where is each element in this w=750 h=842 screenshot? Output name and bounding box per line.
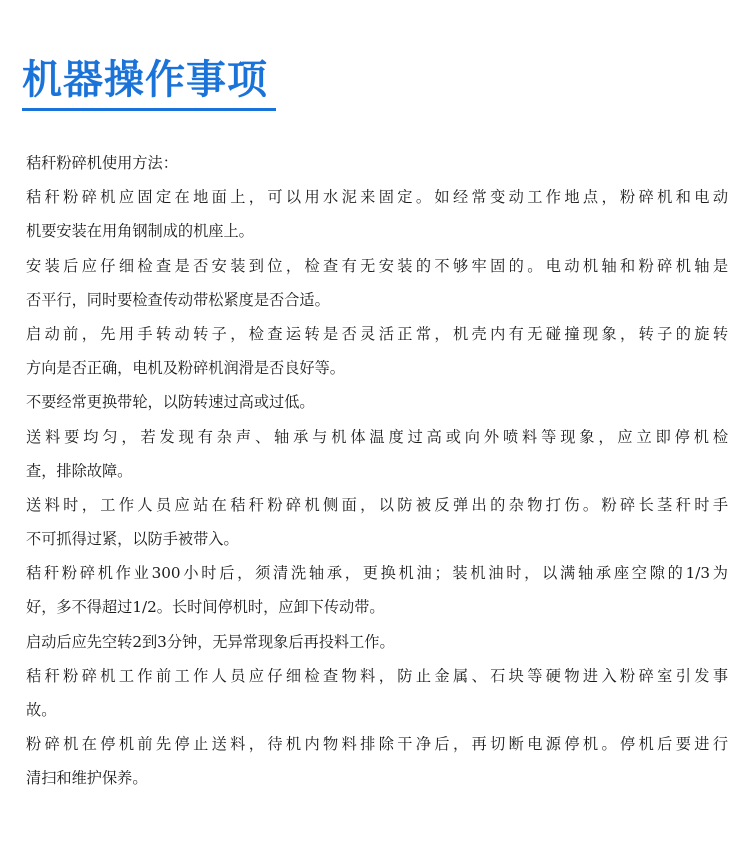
text-line: 秸秆粉碎机使用方法：: [26, 154, 178, 172]
text-line: 启动后应先空转2到3分钟，无异常现象后再投料工作。: [26, 632, 395, 651]
text-line: 粉碎机在停机前先停止送料，待机内物料排除干净后，再切断电源停机。停机后要进行: [26, 735, 728, 754]
text-line: 送料时，工作人员应站在秸秆粉碎机侧面，以防被反弹出的杂物打伤。粉碎长茎秆时手: [26, 495, 728, 514]
title-block: [22, 54, 276, 111]
text-line: 方向是否正确，电机及粉碎机润滑是否良好等。: [26, 359, 345, 378]
page-title: 机器操作事项: [22, 57, 268, 103]
text-line: 秸秆粉碎机应固定在地面上，可以用水泥来固定。如经常变动工作地点，粉碎机和电动: [26, 188, 728, 207]
text-line: 清扫和维护保养。: [26, 769, 148, 788]
text-line: 送料要均匀，若发现有杂声、轴承与机体温度过高或向外喷料等现象，应立即停机检: [26, 427, 728, 446]
text-line: 安装后应仔细检查是否安装到位，检查有无安装的不够牢固的。电动机轴和粉碎机轴是: [26, 256, 728, 275]
text-line: 好，多不得超过1/2。长时间停机时，应卸下传动带。: [26, 598, 385, 617]
text-line: 否平行，同时要检查传动带松紧度是否合适。: [26, 290, 330, 309]
text-line: 秸秆粉碎机工作前工作人员应仔细检查物料，防止金属、石块等硬物进入粉碎室引发事: [26, 666, 728, 685]
text-line: 启动前，先用手转动转子，检查运转是否灵活正常，机壳内有无碰撞现象，转子的旋转: [26, 324, 728, 343]
instructions-body: [26, 146, 728, 796]
text-line: 不可抓得过紧，以防手被带入。: [26, 530, 239, 549]
text-line: 查，排除故障。: [26, 461, 133, 480]
text-line: 秸秆粉碎机作业300小时后，须清洗轴承，更换机油；装机油时，以满轴承座空隙的1/3为: [26, 564, 728, 583]
text-line: 机要安装在用角钢制成的机座上。: [26, 222, 254, 241]
text-line: 不要经常更换带轮，以防转速过高或过低。: [26, 393, 315, 412]
title-underline: [22, 108, 276, 111]
text-line: 故。: [26, 701, 57, 719]
